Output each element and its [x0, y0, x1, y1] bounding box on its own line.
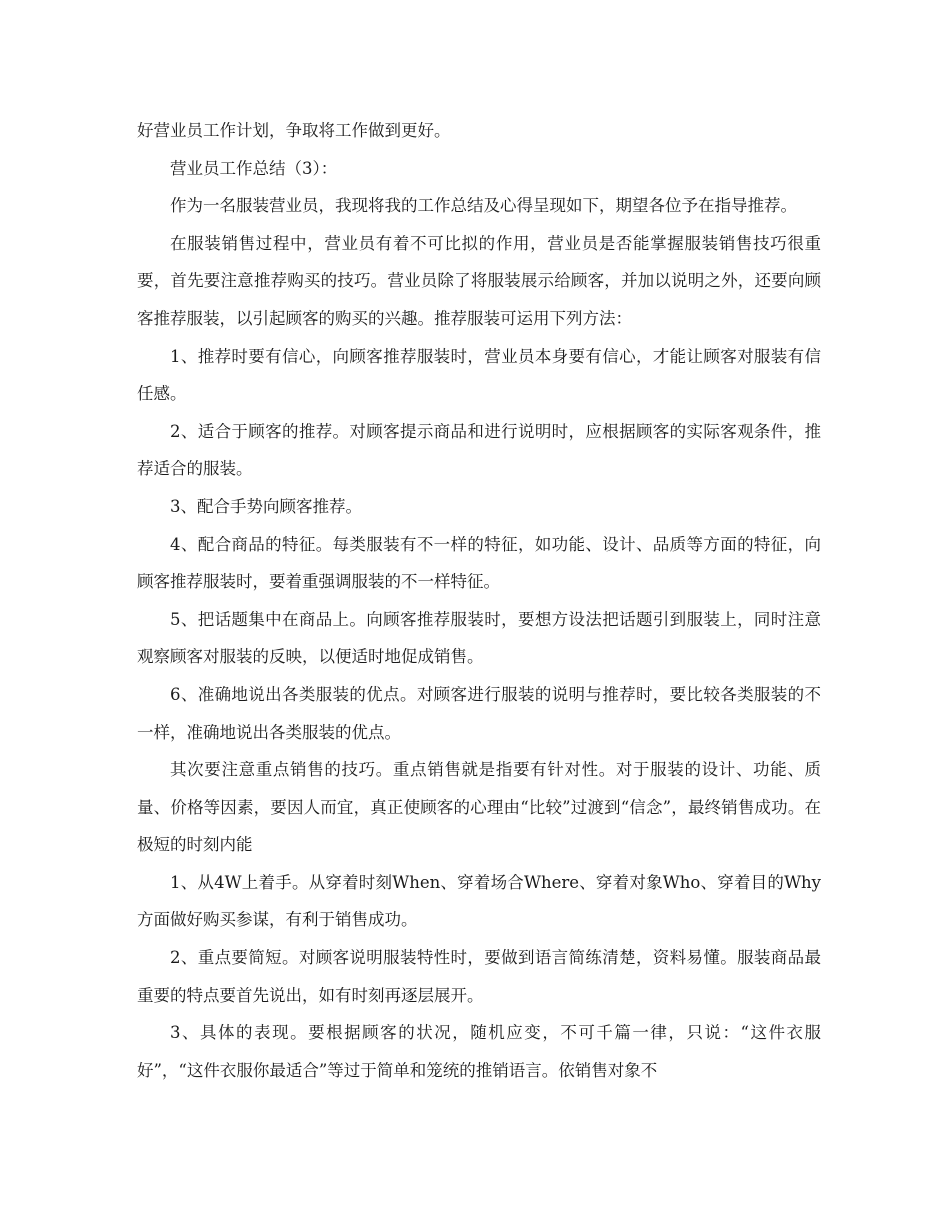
paragraph-5: 1、推荐时要有信心，向顾客推荐服装时，营业员本身要有信心，才能让顾客对服装有信任感。	[137, 346, 821, 404]
paragraph-6: 2、适合于顾客的推荐。对顾客提示商品和进行说明时，应根据顾客的实际客观条件，推荐适合的服装。	[137, 421, 821, 479]
paragraph-3: 作为一名服装营业员，我现将我的工作总结及心得呈现如下，期望各位予在指导推荐。	[170, 196, 797, 216]
paragraph-7: 3、配合手势向顾客推荐。	[170, 496, 362, 516]
document-body	[137, 112, 821, 1089]
paragraph-4: 在服装销售过程中，营业员有着不可比拟的作用，营业员是否能掌握服装销售技巧很重要，首先要注意推荐购买的技巧。营业员除了将服装展示给顾客，并加以说明之外，还要向顾客推荐服装，以引起顾客的购买的兴趣。推荐服装可运用下列方法：	[137, 233, 821, 328]
paragraph-10: 6、准确地说出各类服装的优点。对顾客进行服装的说明与推荐时，要比较各类服装的不一样，准确地说出各类服装的优点。	[137, 684, 821, 742]
paragraph-14: 3、具体的表现。要根据顾客的状况，随机应变，不可千篇一律，只说：“这件衣服好”，“这件衣服你最适合”等过于简单和笼统的推销语言。依销售对象不	[137, 1023, 821, 1080]
paragraph-12: 1、从4W上着手。从穿着时刻When、穿着场合Where、穿着对象Who、穿着目的Why方面做好购买参谋，有利于销售成功。	[137, 872, 821, 930]
paragraph-9: 5、把话题集中在商品上。向顾客推荐服装时，要想方设法把话题引到服装上，同时注意观察顾客对服装的反映，以便适时地促成销售。	[137, 609, 821, 667]
paragraph-8: 4、配合商品的特征。每类服装有不一样的特征，如功能、设计、品质等方面的特征，向顾客推荐服装时，要着重强调服装的不一样特征。	[137, 534, 821, 592]
paragraph-2: 营业员工作总结（3）：	[170, 158, 338, 178]
paragraph-1: 好营业员工作计划，争取将工作做到更好。	[137, 121, 451, 140]
paragraph-11: 其次要注意重点销售的技巧。重点销售就是指要有针对性。对于服装的设计、功能、质量、价格等因素，要因人而宜，真正使顾客的心理由“比较”过渡到“信念”，最终销售成功。在极短的时刻内能	[137, 760, 821, 855]
paragraph-13: 2、重点要简短。对顾客说明服装特性时，要做到语言简练清楚，资料易懂。服装商品最重要的特点要首先说出，如有时刻再逐层展开。	[137, 948, 821, 1005]
